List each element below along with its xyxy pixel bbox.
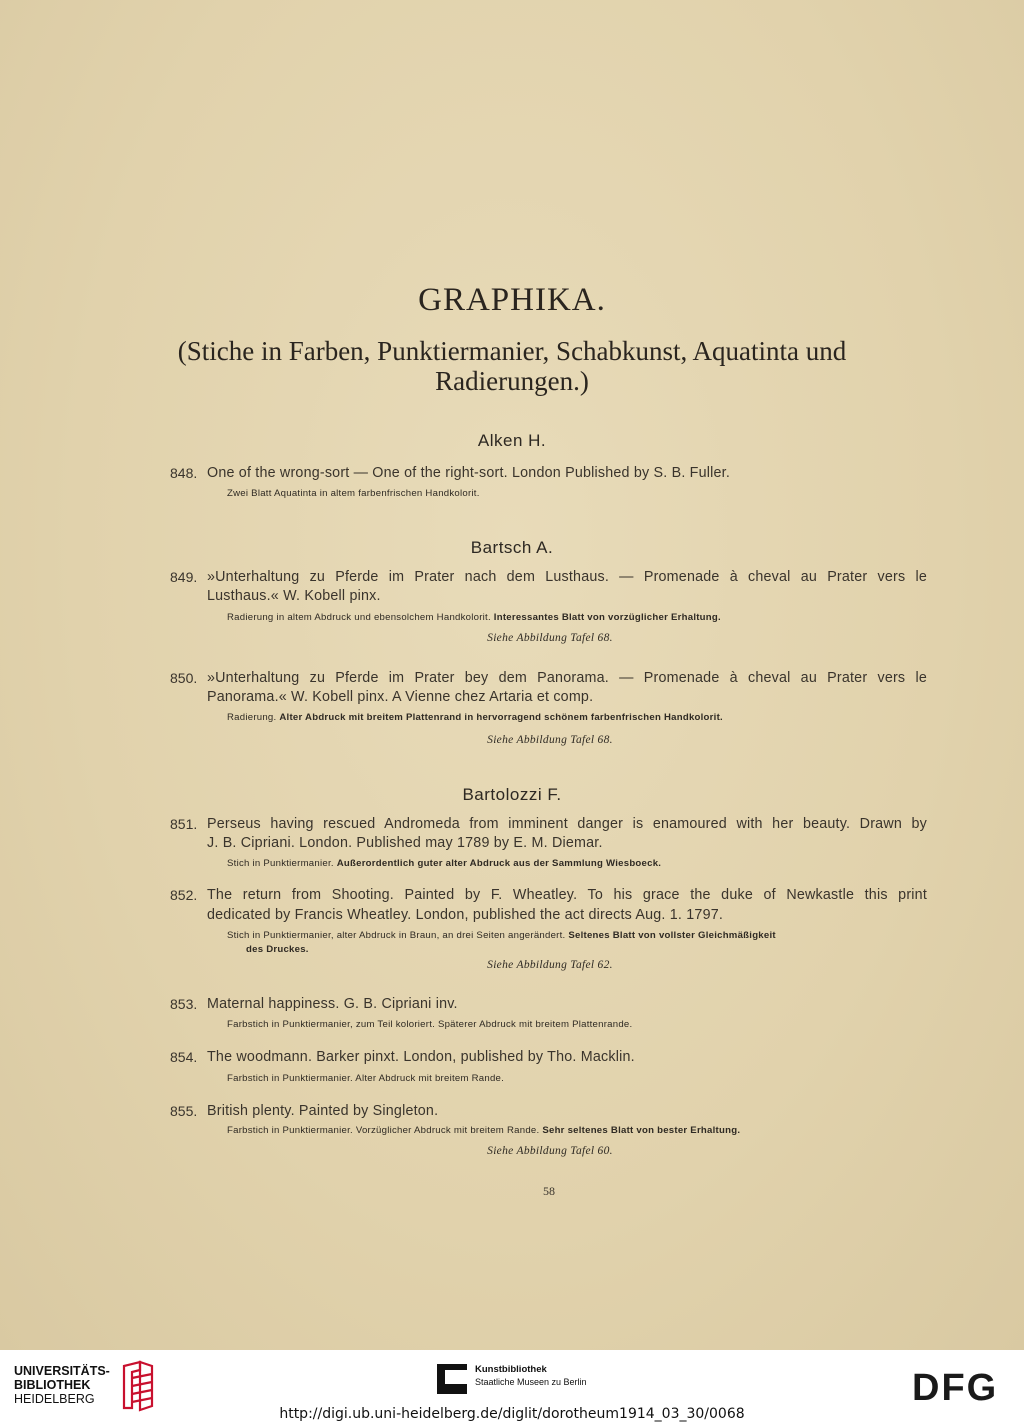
- page-subtitle-line1: (Stiche in Farben, Punktiermanier, Schabkunst, Aquatinta und: [177, 336, 847, 366]
- entry-title-line: J. B. Cipriani. London. Published may 1789 by E. M. Diemar.: [207, 835, 603, 851]
- note-highlight: Außerordentlich guter alter Abdruck aus der Sammlung Wiesboeck.: [336, 858, 662, 869]
- page-number: 58: [543, 1184, 555, 1198]
- note-highlight: Alter Abdruck mit breitem Plattenrand in hervorragend schönem farbenfrischen Handkolorit.: [279, 712, 723, 723]
- entry-title-line: British plenty. Painted by Singleton.: [207, 1103, 439, 1119]
- note-plain: Stich in Punktiermanier, alter Abdruck in Braun, an drei Seiten angerändert.: [227, 930, 569, 941]
- page-title: GRAPHIKA.: [418, 282, 606, 318]
- note-plain: Radierung.: [227, 712, 280, 723]
- entry-number: 852.: [170, 887, 198, 903]
- entry-title-line: dedicated by Francis Wheatley. London, published the act directs Aug. 1. 1797.: [207, 907, 724, 923]
- entry-note: [227, 1125, 740, 1136]
- entry-title-line: Maternal happiness. G. B. Cipriani inv.: [207, 996, 458, 1012]
- ub-line-2: BIBLIOTHEK: [14, 1378, 91, 1392]
- entry-title-line: Perseus having rescued Andromeda from imminent danger is enamoured with her beauty. Drawn by: [207, 816, 927, 832]
- digitization-footer: [0, 1350, 1024, 1423]
- note-plain: Farbstich in Punktiermanier. Vorzüglicher Abdruck mit breitem Rande.: [227, 1125, 543, 1136]
- entry-number: 855.: [170, 1103, 198, 1119]
- note-plain: Stich in Punktiermanier.: [227, 858, 337, 869]
- note-plain: Radierung in altem Abdruck und ebensolchem Handkolorit.: [227, 612, 494, 623]
- page-subtitle-line2: Radierungen.): [435, 366, 589, 396]
- entry-number: 851.: [170, 816, 198, 832]
- dfg-logo[interactable]: DFG: [912, 1367, 999, 1409]
- plate-reference: Siehe Abbildung Tafel 68.: [487, 734, 613, 746]
- entry-note: [227, 858, 661, 869]
- entry-title-line: Lusthaus.« W. Kobell pinx.: [207, 588, 381, 604]
- entry-number: 854.: [170, 1049, 198, 1065]
- artist-heading-alken: Alken H.: [477, 431, 547, 450]
- note-highlight: Interessantes Blatt von vorzüglicher Erhaltung.: [493, 612, 721, 623]
- kb-line-1: Kunstbibliothek: [475, 1364, 547, 1375]
- plate-reference: Siehe Abbildung Tafel 60.: [487, 1145, 613, 1157]
- university-library-wordmark: [14, 1364, 110, 1406]
- entry-note: Farbstich in Punktiermanier, zum Teil koloriert. Späterer Abdruck mit breitem Plattenrande.: [227, 1019, 633, 1030]
- note-highlight: des Druckes.: [246, 944, 309, 955]
- entry-title-line: Panorama.« W. Kobell pinx. A Vienne chez Artaria et comp.: [207, 689, 594, 705]
- kunstbibliothek-wordmark: [475, 1364, 587, 1388]
- permalink-url[interactable]: http://digi.ub.uni-heidelberg.de/diglit/dorotheum1914_03_30/0068: [279, 1406, 745, 1422]
- note-highlight: Seltenes Blatt von vollster Gleichmäßigkeit: [568, 930, 776, 941]
- kunstbibliothek-logo[interactable]: [437, 1362, 617, 1402]
- entry-note: [227, 612, 721, 623]
- artist-heading-bartsch: Bartsch A.: [470, 538, 554, 557]
- entry-number: 850.: [170, 670, 198, 686]
- plate-reference: Siehe Abbildung Tafel 68.: [487, 632, 613, 644]
- entry-note: [227, 712, 723, 723]
- plate-reference: Siehe Abbildung Tafel 62.: [487, 959, 613, 971]
- entry-title-line: »Unterhaltung zu Pferde im Prater nach dem Lusthaus. — Promenade à cheval au Prater vers le: [207, 569, 927, 585]
- entry-number: 853.: [170, 996, 198, 1012]
- note-highlight: Sehr seltenes Blatt von bester Erhaltung.: [542, 1125, 741, 1136]
- entry-title-line: »Unterhaltung zu Pferde im Prater bey dem Panorama. — Promenade à cheval au Prater vers le: [207, 670, 927, 686]
- kunstbibliothek-mark-icon: [437, 1364, 467, 1394]
- ub-line-3: HEIDELBERG: [14, 1392, 95, 1406]
- ub-line-1: UNIVERSITÄTS-: [14, 1364, 110, 1378]
- entry-note: Zwei Blatt Aquatinta in altem farbenfrischen Handkolorit.: [227, 488, 480, 499]
- kb-line-2: Staatliche Museen zu Berlin: [475, 1377, 587, 1387]
- entry-number: 848.: [170, 465, 198, 481]
- entry-note: Farbstich in Punktiermanier. Alter Abdruck mit breitem Rande.: [227, 1073, 505, 1084]
- artist-heading-bartolozzi: Bartolozzi F.: [462, 785, 562, 804]
- entry-note-continued: [246, 944, 309, 955]
- entry-note: [227, 930, 776, 941]
- entry-number: 849.: [170, 569, 198, 585]
- entry-title-line: One of the wrong-sort — One of the right-sort. London Published by S. B. Fuller.: [207, 465, 731, 481]
- entry-title-line: The return from Shooting. Painted by F. Wheatley. To his grace the duke of Newkastle this print: [207, 887, 927, 903]
- entry-title-line: The woodmann. Barker pinxt. London, published by Tho. Macklin.: [207, 1049, 635, 1065]
